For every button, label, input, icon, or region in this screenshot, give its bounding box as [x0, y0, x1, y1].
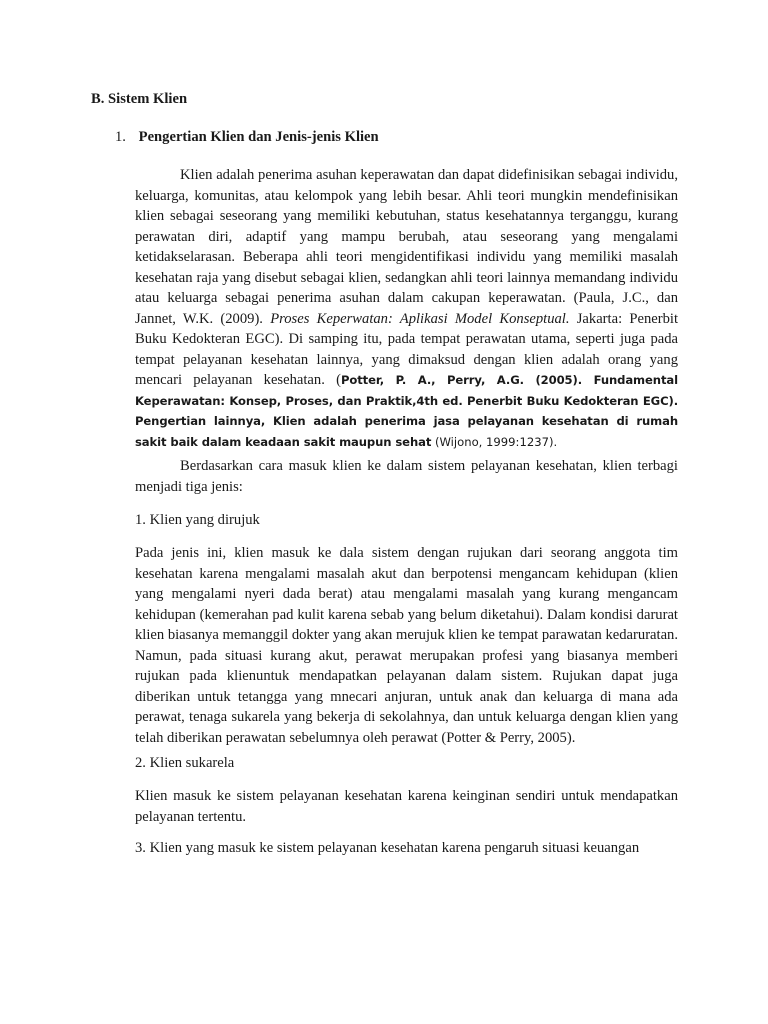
item-2-title: 2. Klien sukarela: [135, 755, 235, 771]
classification-paragraph: Berdasarkan cara masuk klien ke dalam sistem pelayanan kesehatan, klien terbagi menjadi tiga jenis:: [135, 458, 678, 495]
section-heading: B. Sistem Klien: [91, 91, 188, 107]
item-1-description: Pada jenis ini, klien masuk ke dala sistem dengan rujukan dari seorang anggota tim kesehatan karena mengalami masalah akut dan berpotensi mengancam kehidupan (klien yang mengalami nyeri dada berat) atau mengalami masalah yang kurang mengancam kehidupan (kemerahan pad kulit karena sebab yang belum diketahui). Dalam kondisi darurat klien biasanya memanggil dokter yang akan merujuk klien ke tempat parawatan kedaruratan. Namun, pada situasi kurang akut, perawat merupakan profesi yang biasanya memberi rujukan pada klienuntuk mendapatkan pelayanan dalam sistem. Rujukan dapat juga diberikan untuk tetangga yang mnecari anjuran, untuk anak dan keluarga di mana ada perawat, tenaga sukarela yang bekerja di sekolahnya, dan untuk keluarga dengan klien yang telah diberikan perawatan sebelumnya oleh perawat (Potter & Perry, 2005).: [135, 545, 679, 746]
subsection-number: 1.: [115, 129, 126, 145]
subsection-title: Pengertian Klien dan Jenis-jenis Klien: [138, 129, 379, 145]
citation-reference: (Wijono, 1999:1237).: [431, 434, 558, 449]
book-title: Proses Keperwatan: Aplikasi Model Konseptual.: [270, 310, 570, 327]
definition-text-continued: Jakarta: Penerbit Buku Kedokteran EGC). Di samping itu, pada tempat perawatan utama, seperti juga pada tempat pelayanan kesehatan lainnya, yang dimaksud dengan klien adalah orang yang mencari pelayanan kesehatan. (: [135, 310, 678, 388]
subsection-heading: [115, 129, 379, 146]
citation-text: Potter, P. A., Perry, A.G. (2005). Fundamental Keperawatan: Konsep, Proses, dan Praktik,4th ed. Penerbit Buku Kedokteran EGC). Pengertian lainnya, Klien adalah penerima jasa pelayanan kesehatan di rumah sakit baik dalam keadaan sakit maupun sehat: [135, 373, 678, 449]
definition-text: Klien adalah penerima asuhan keperawatan dan dapat didefinisikan sebagai individu, keluarga, komunitas, atau kelompok yang lebih besar. Ahli teori mungkin mendefinisikan klien sebagai seseorang yang memiliki kebutuhan, status kesehatannya terganggu, kurang perawatan diri, adaptif yang mampu berubah, atau seseorang yang mengalami ketidakselarasan. Beberapa ahli teori mengidentifikasi individu yang memiliki masalah kesehatan raja yang disebut sebagai klien, sedangkan ahli teori lainnya memandang individu atau keluarga sebagai penerima asuhan dalam cakupan keperawatan. (Paula, J.C., dan Jannet, W.K. (2009).: [135, 167, 678, 327]
definition-paragraph: [135, 165, 678, 452]
item-2-description: Klien masuk ke sistem pelayanan kesehatan karena keinginan sendiri untuk mendapatkan pelayanan tertentu.: [135, 788, 678, 825]
item-1-title: 1. Klien yang dirujuk: [135, 512, 260, 528]
item-3-title: 3. Klien yang masuk ke sistem pelayanan kesehatan karena pengaruh situasi keuangan: [135, 840, 640, 856]
